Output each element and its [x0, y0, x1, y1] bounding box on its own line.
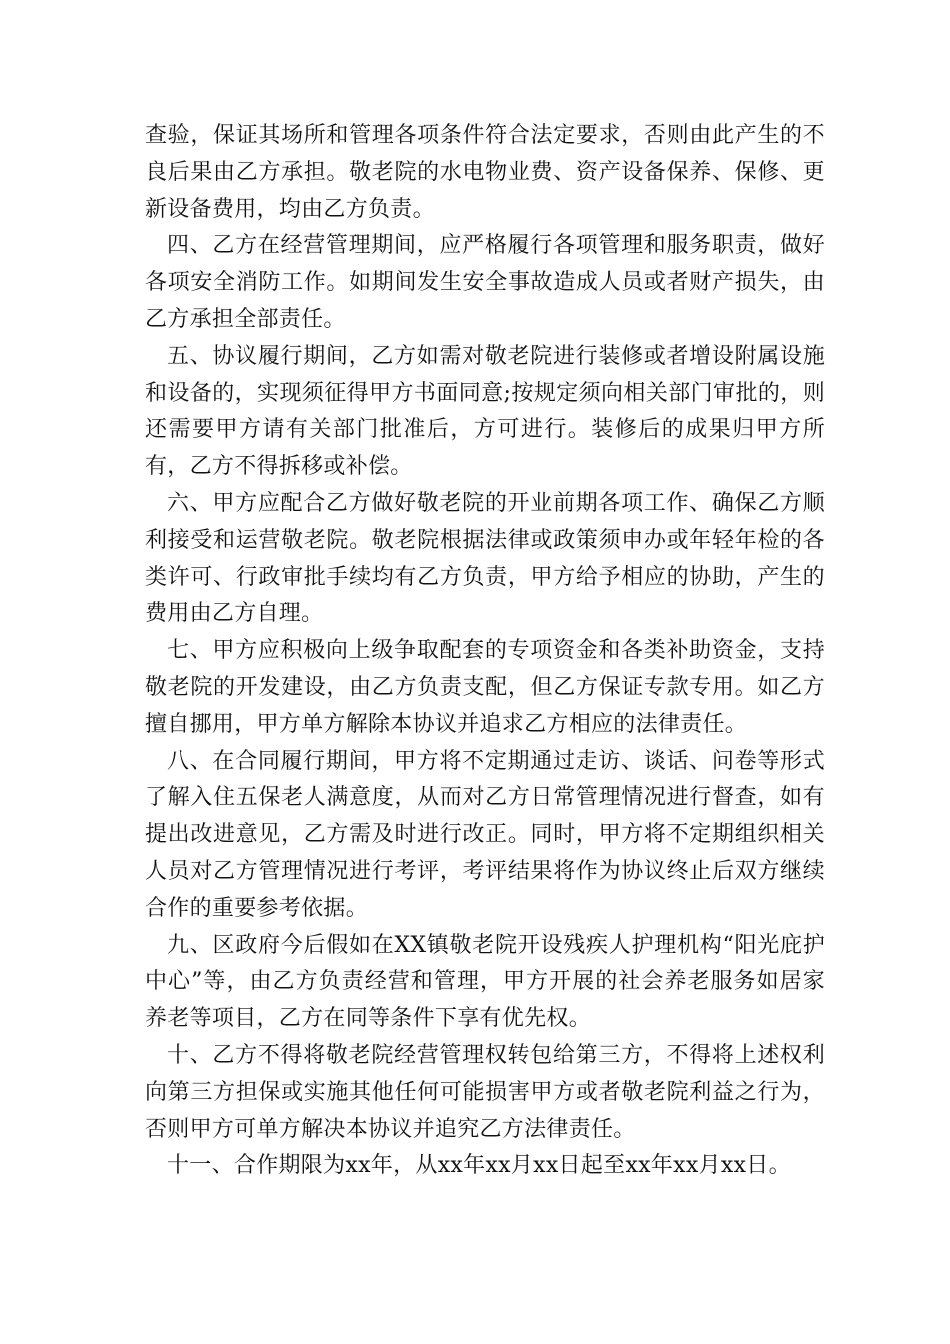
document-body	[145, 118, 825, 1185]
paragraph-continuation: 查验，保证其场所和管理各项条件符合法定要求，否则由此产生的不良后果由乙方承担。敬老院的水电物业费、资产设备保养、保修、更新设备费用，均由乙方负责。	[145, 123, 825, 222]
paragraph-clause-6: 六、甲方应配合乙方做好敬老院的开业前期各项工作、确保乙方顺利接受和运营敬老院。敬老院根据法律或政策须申办或年轻年检的各类许可、行政审批手续均有乙方负责，甲方给予相应的协助，产生的费用由乙方自理。	[145, 490, 825, 627]
paragraph-clause-9: 九、区政府今后假如在XX镇敬老院开设残疾人护理机构“阳光庇护中心”等，由乙方负责经营和管理，甲方开展的社会养老服务如居家养老等项目，乙方在同等条件下享有优先权。	[145, 932, 825, 1032]
paragraph-clause-4: 四、乙方在经营管理期间，应严格履行各项管理和服务职责，做好各项安全消防工作。如期间发生安全事故造成人员或者财产损失，由乙方承担全部责任。	[145, 233, 825, 332]
paragraph-clause-11: 十一、合作期限为xx年，从xx年xx月xx日起至xx年xx月xx日。	[167, 1153, 791, 1179]
paragraph-clause-8: 八、在合同履行期间，甲方将不定期通过走访、谈话、问卷等形式了解入住五保老人满意度，从而对乙方日常管理情况进行督查，如有提出改进意见，乙方需及时进行改正。同时，甲方将不定期组织相关人员对乙方管理情况进行考评，考评结果将作为协议终止后双方继续合作的重要参考依据。	[145, 748, 825, 921]
paragraph-clause-5: 五、协议履行期间，乙方如需对敬老院进行装修或者增设附属设施和设备的，实现须征得甲方书面同意;按规定须向相关部门审批的，则还需要甲方请有关部门批准后，方可进行。装修后的成果归甲方所有，乙方不得拆移或补偿。	[145, 343, 825, 480]
paragraph-clause-7: 七、甲方应积极向上级争取配套的专项资金和各类补助资金，支持敬老院的开发建设，由乙方负责支配，但乙方保证专款专用。如乙方擅自挪用，甲方单方解除本协议并追求乙方相应的法律责任。	[145, 638, 825, 737]
paragraph-clause-10: 十、乙方不得将敬老院经营管理权转包给第三方，不得将上述权利向第三方担保或实施其他任何可能损害甲方或者敬老院利益之行为，否则甲方可单方解决本协议并追究乙方法律责任。	[145, 1042, 825, 1142]
